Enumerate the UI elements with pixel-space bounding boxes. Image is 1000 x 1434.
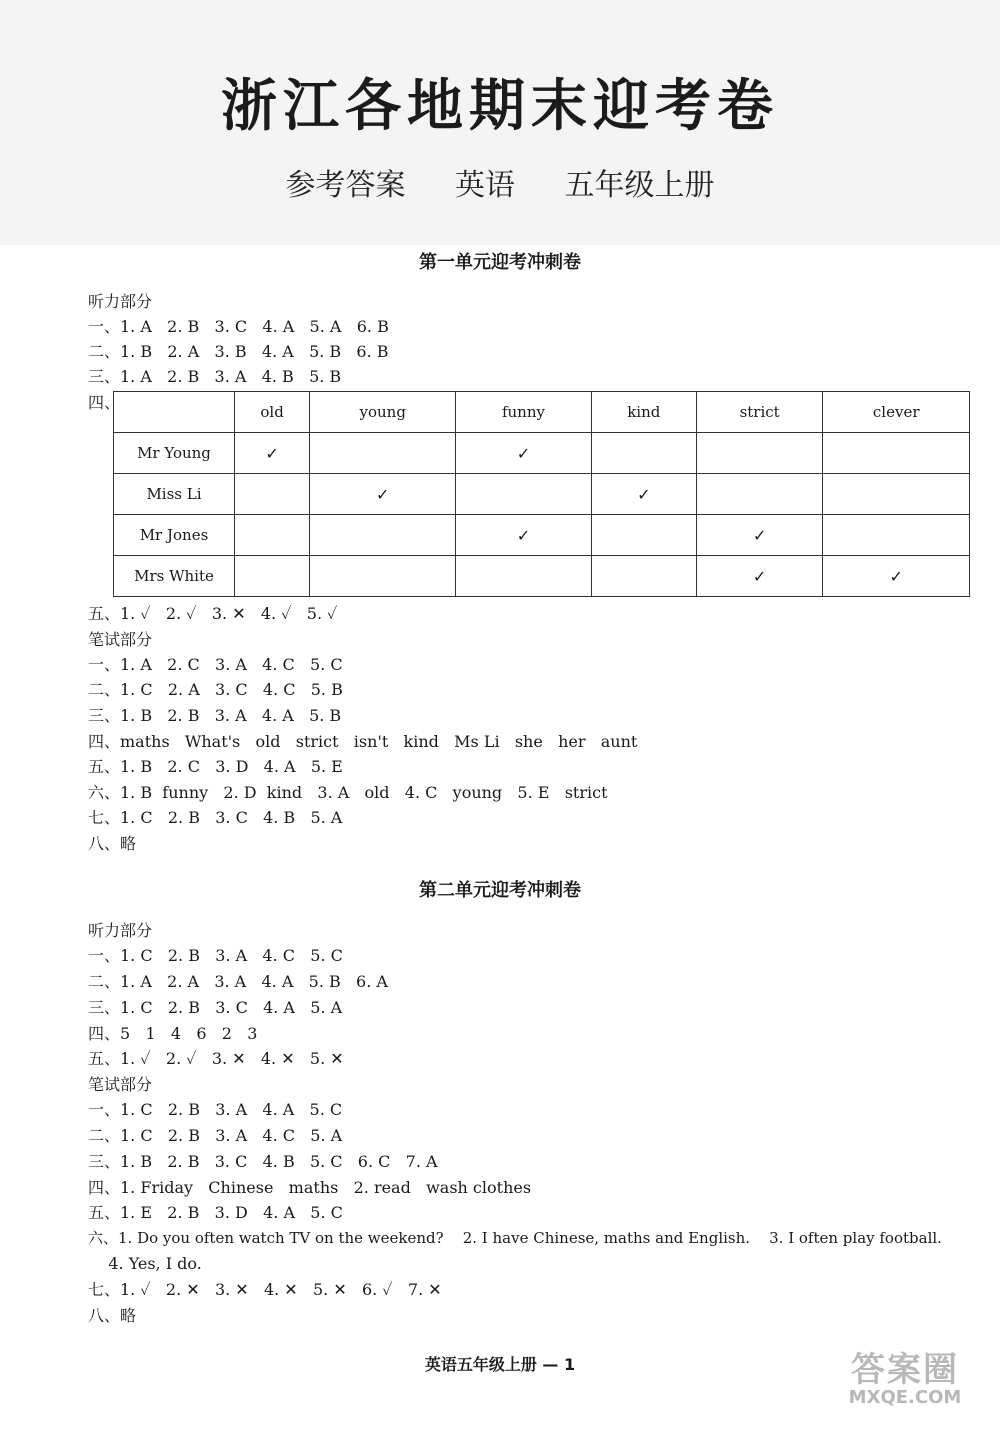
row-name: Mrs White	[114, 556, 235, 597]
check-mark	[456, 556, 591, 597]
table-row	[114, 433, 970, 474]
check-mark: ✓	[696, 556, 823, 597]
row-name: Mr Young	[114, 433, 235, 474]
col-clever: clever	[823, 392, 970, 433]
unit2-writing-7: 七、1. ✓ 2. ✕ 3. ✕ 4. ✕ 5. ✕ 6. ✓ 7. ✕	[88, 1280, 442, 1299]
table-header-row	[114, 392, 970, 433]
watermark-logo-text: 答案圈	[851, 1350, 959, 1390]
unit1-writing-1: 一、1. A 2. C 3. A 4. C 5. C	[88, 655, 343, 674]
unit1-listening-4-label: 四、	[88, 393, 121, 412]
check-mark	[456, 474, 591, 515]
table-row	[114, 474, 970, 515]
check-mark	[591, 515, 696, 556]
unit2-listening-5: 五、1. ✓ 2. ✓ 3. ✕ 4. ✕ 5. ✕	[88, 1049, 344, 1068]
check-mark	[591, 433, 696, 474]
row-name: Miss Li	[114, 474, 235, 515]
subtitle-subject: 英语	[455, 168, 515, 203]
subtitle-answers: 参考答案	[285, 168, 406, 203]
check-mark	[823, 474, 970, 515]
unit1-writing-7: 七、1. C 2. B 3. C 4. B 5. A	[88, 808, 343, 827]
unit1-writing-4: 四、maths What's old strict isn't kind Ms Li she her aunt	[88, 732, 638, 751]
check-mark	[310, 433, 456, 474]
unit1-answer-table	[113, 391, 970, 597]
check-mark	[310, 556, 456, 597]
unit1-listening-2: 二、1. B 2. A 3. B 4. A 5. B 6. B	[88, 342, 389, 361]
unit2-listening-3: 三、1. C 2. B 3. C 4. A 5. A	[88, 998, 343, 1017]
unit2-writing-2: 二、1. C 2. B 3. A 4. C 5. A	[88, 1126, 343, 1145]
check-mark	[235, 474, 310, 515]
check-mark	[591, 556, 696, 597]
check-mark	[823, 433, 970, 474]
unit2-writing-label: 笔试部分	[88, 1075, 153, 1094]
watermark-site: MXQE.COM	[848, 1387, 962, 1408]
check-mark	[696, 474, 823, 515]
table-corner	[114, 392, 235, 433]
col-funny: funny	[456, 392, 591, 433]
unit2-listening-2: 二、1. A 2. A 3. A 4. A 5. B 6. A	[88, 972, 388, 991]
check-mark: ✓	[310, 474, 456, 515]
unit1-listening-5: 五、1. ✓ 2. ✓ 3. ✕ 4. ✓ 5. ✓	[88, 604, 338, 623]
table-row	[114, 556, 970, 597]
subtitle-grade: 五年级上册	[564, 168, 715, 203]
unit2-writing-5: 五、1. E 2. B 3. D 4. A 5. C	[88, 1203, 343, 1222]
unit1-writing-5: 五、1. B 2. C 3. D 4. A 5. E	[88, 757, 343, 776]
unit1-listening-1: 一、1. A 2. B 3. C 4. A 5. A 6. B	[88, 317, 389, 336]
unit1-writing-3: 三、1. B 2. B 3. A 4. A 5. B	[88, 706, 342, 725]
unit2-listening-4: 四、5 1 4 6 2 3	[88, 1024, 258, 1043]
unit2-writing-1: 一、1. C 2. B 3. A 4. A 5. C	[88, 1100, 343, 1119]
unit2-writing-6b: 4. Yes, I do.	[88, 1254, 202, 1273]
check-mark: ✓	[456, 515, 591, 556]
unit2-listening-label: 听力部分	[88, 921, 153, 940]
unit2-writing-8: 八、略	[88, 1306, 137, 1325]
main-title: 浙江各地期末迎考卷	[221, 74, 779, 139]
unit2-writing-6a: 六、1. Do you often watch TV on the weekend? 2. I have Chinese, maths and English. 3. I often play football.	[88, 1229, 942, 1247]
col-kind: kind	[591, 392, 696, 433]
check-mark	[235, 556, 310, 597]
watermark-logo	[820, 1342, 990, 1408]
check-mark: ✓	[456, 433, 591, 474]
unit1-writing-8: 八、略	[88, 834, 137, 853]
unit2-writing-4: 四、1. Friday Chinese maths 2. read wash clothes	[88, 1178, 532, 1197]
col-old: old	[235, 392, 310, 433]
check-mark: ✓	[823, 556, 970, 597]
col-strict: strict	[696, 392, 823, 433]
check-mark: ✓	[591, 474, 696, 515]
unit1-writing-6: 六、1. B funny 2. D kind 3. A old 4. C young 5. E strict	[88, 783, 608, 802]
unit2-writing-3: 三、1. B 2. B 3. C 4. B 5. C 6. C 7. A	[88, 1152, 438, 1171]
check-mark	[823, 515, 970, 556]
check-mark: ✓	[696, 515, 823, 556]
row-name: Mr Jones	[114, 515, 235, 556]
table-row	[114, 515, 970, 556]
page-footer: 英语五年级上册 — 1	[424, 1355, 576, 1374]
subtitle	[0, 160, 1000, 204]
check-mark	[310, 515, 456, 556]
col-young: young	[310, 392, 456, 433]
unit1-title: 第一单元迎考冲刺卷	[419, 252, 581, 273]
unit1-listening-3: 三、1. A 2. B 3. A 4. B 5. B	[88, 367, 342, 386]
unit2-title: 第二单元迎考冲刺卷	[419, 880, 581, 901]
check-mark	[235, 515, 310, 556]
check-mark: ✓	[235, 433, 310, 474]
unit2-listening-1: 一、1. C 2. B 3. A 4. C 5. C	[88, 946, 343, 965]
check-mark	[696, 433, 823, 474]
unit1-writing-label: 笔试部分	[88, 630, 153, 649]
unit1-listening-label: 听力部分	[88, 292, 153, 311]
unit1-writing-2: 二、1. C 2. A 3. C 4. C 5. B	[88, 680, 343, 699]
